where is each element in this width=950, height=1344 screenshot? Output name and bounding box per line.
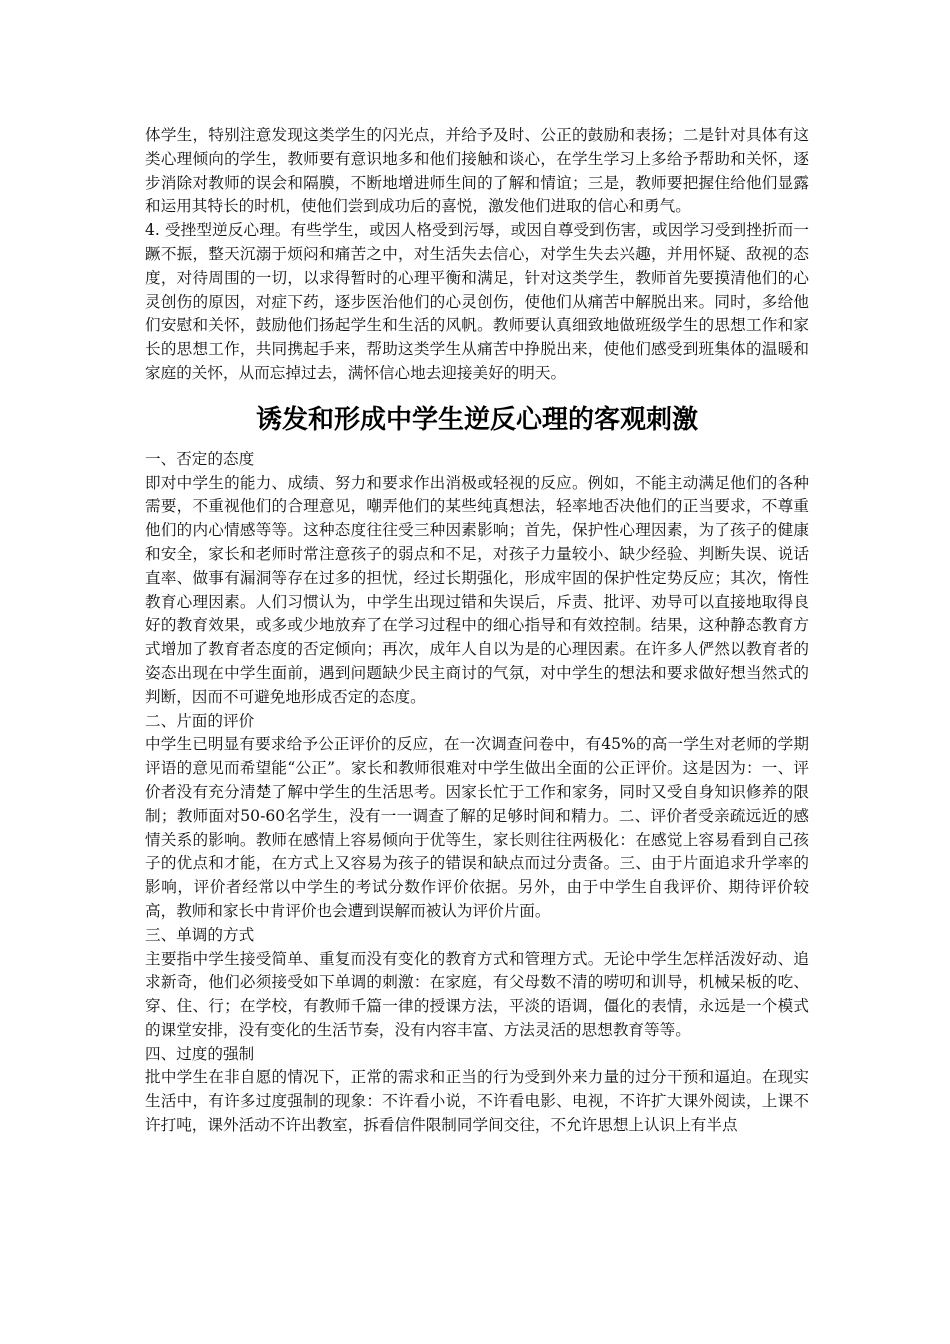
document-body	[145, 124, 809, 1138]
section-heading-2: 二、片面的评价	[145, 711, 255, 730]
section-heading-4: 四、过度的强制	[145, 1044, 255, 1063]
section-heading-3: 三、单调的方式	[145, 925, 255, 944]
section-body-4: 批中学生在非自愿的情况下，正常的需求和正当的行为受到外来力量的过分干预和逼迫。在现实生活中，有许多过度强制的现象：不许看小说，不许看电影、电视，不许扩大课外阅读，上课不许打吨，课外活动不许出教室，拆看信件限制同学间交往，不允许思想上认识上有半点	[145, 1068, 809, 1135]
section-body-1: 即对中学生的能力、成绩、努力和要求作出消极或轻视的反应。例如，不能主动满足他们的各种需要，不重视他们的合理意见，嘲弄他们的某些纯真想法，轻率地否决他们的正当要求，不尊重他们的内心情感等等。这种态度往往受三种因素影响；首先，保护性心理因素，为了孩子的健康和安全，家长和老师时常注意孩子的弱点和不足，对孩子力量较小、缺少经验、判断失误、说话直率、做事有漏洞等存在过多的担忧，经过长期强化，形成牢固的保护性定势反应；其次，惰性教育心理因素。人们习惯认为，中学生出现过错和失误后，斥责、批评、劝导可以直接地取得良好的教育效果，或多或少地放弃了在学习过程中的细心指导和有效控制。结果，这种静态教育方式增加了教育者态度的否定倾向；再次，成年人自以为是的心理因素。在许多人俨然以教育者的姿态出现在中学生面前，遇到问题缺少民主商讨的气氛，对中学生的想法和要求做好想当然式的判断，因而不可避免地形成否定的态度。	[145, 473, 809, 706]
intro-paragraph-1: 体学生，特别注意发现这类学生的闪光点，并给予及时、公正的鼓励和表扬；二是针对具体有这类心理倾向的学生，教师要有意识地多和他们接触和谈心，在学生学习上多给予帮助和关怀，逐步消除对教师的误会和隔膜，不断地增进师生间的了解和情谊；三是，教师要把握住给他们显露和运用其特长的时机，使他们尝到成功后的喜悦，激发他们进取的信心和勇气。	[145, 126, 809, 216]
section-body-2: 中学生已明显有要求给予公正评价的反应，在一次调查问卷中，有45%的高一学生对老师的学期评语的意见而希望能“公正”。家长和教师很难对中学生做出全面的公正评价。这是因为：一、评价者没有充分清楚了解中学生的生活思考。因家长忙于工作和家务，同时又受自身知识修养的限制；教师面对50-60名学生，没有一一调查了解的足够时间和精力。二、评价者受亲疏远近的感情关系的影响。教师在感情上容易倾向于优等生，家长则往往两极化：在感觉上容易看到自己孩子的优点和才能，在方式上又容易为孩子的错误和缺点而过分责备。三、由于片面追求升学率的影响，评价者经常以中学生的考试分数作评价依据。另外，由于中学生自我评价、期待评价较高，教师和家长中肯评价也会遭到误解而被认为评价片面。	[145, 735, 809, 920]
section-body-3: 主要指中学生接受简单、重复而没有变化的教育方式和管理方式。无论中学生怎样活泼好动、追求新奇，他们必须接受如下单调的刺激：在家庭，有父母数不清的唠叨和训导，机械呆板的吃、穿、住、行；在学校，有教师千篇一律的授课方法，平淡的语调，僵化的表情，永远是一个模式的课堂安排，没有变化的生活节奏，没有内容丰富、方法灵活的思想教育等等。	[145, 949, 809, 1039]
intro-paragraph-2: 4. 受挫型逆反心理。有些学生，或因人格受到污辱，或因自尊受到伤害，或因学习受到挫折而一蹶不振，整天沉溺于烦闷和痛苦之中，对生活失去信心，对学生失去兴趣，并用怀疑、敌视的态度，对待周围的一切，以求得暂时的心理平衡和满足，针对这类学生，教师首先要摸清他们的心灵创伤的原因，对症下药，逐步医治他们的心灵创伤，使他们从痛苦中解脱出来。同时，多给他们安慰和关怀，鼓励他们扬起学生和生活的风帆。教师要认真细致地做班级学生的思想工作和家长的思想工作，共同携起手来，帮助这类学生从痛苦中挣脱出来，使他们感受到班集体的温暖和家庭的关怀，从而忘掉过去，满怀信心地去迎接美好的明天。	[145, 221, 809, 382]
section-title: 诱发和形成中学生逆反心理的客观刺激	[255, 404, 698, 435]
section-heading-1: 一、否定的态度	[145, 449, 255, 468]
